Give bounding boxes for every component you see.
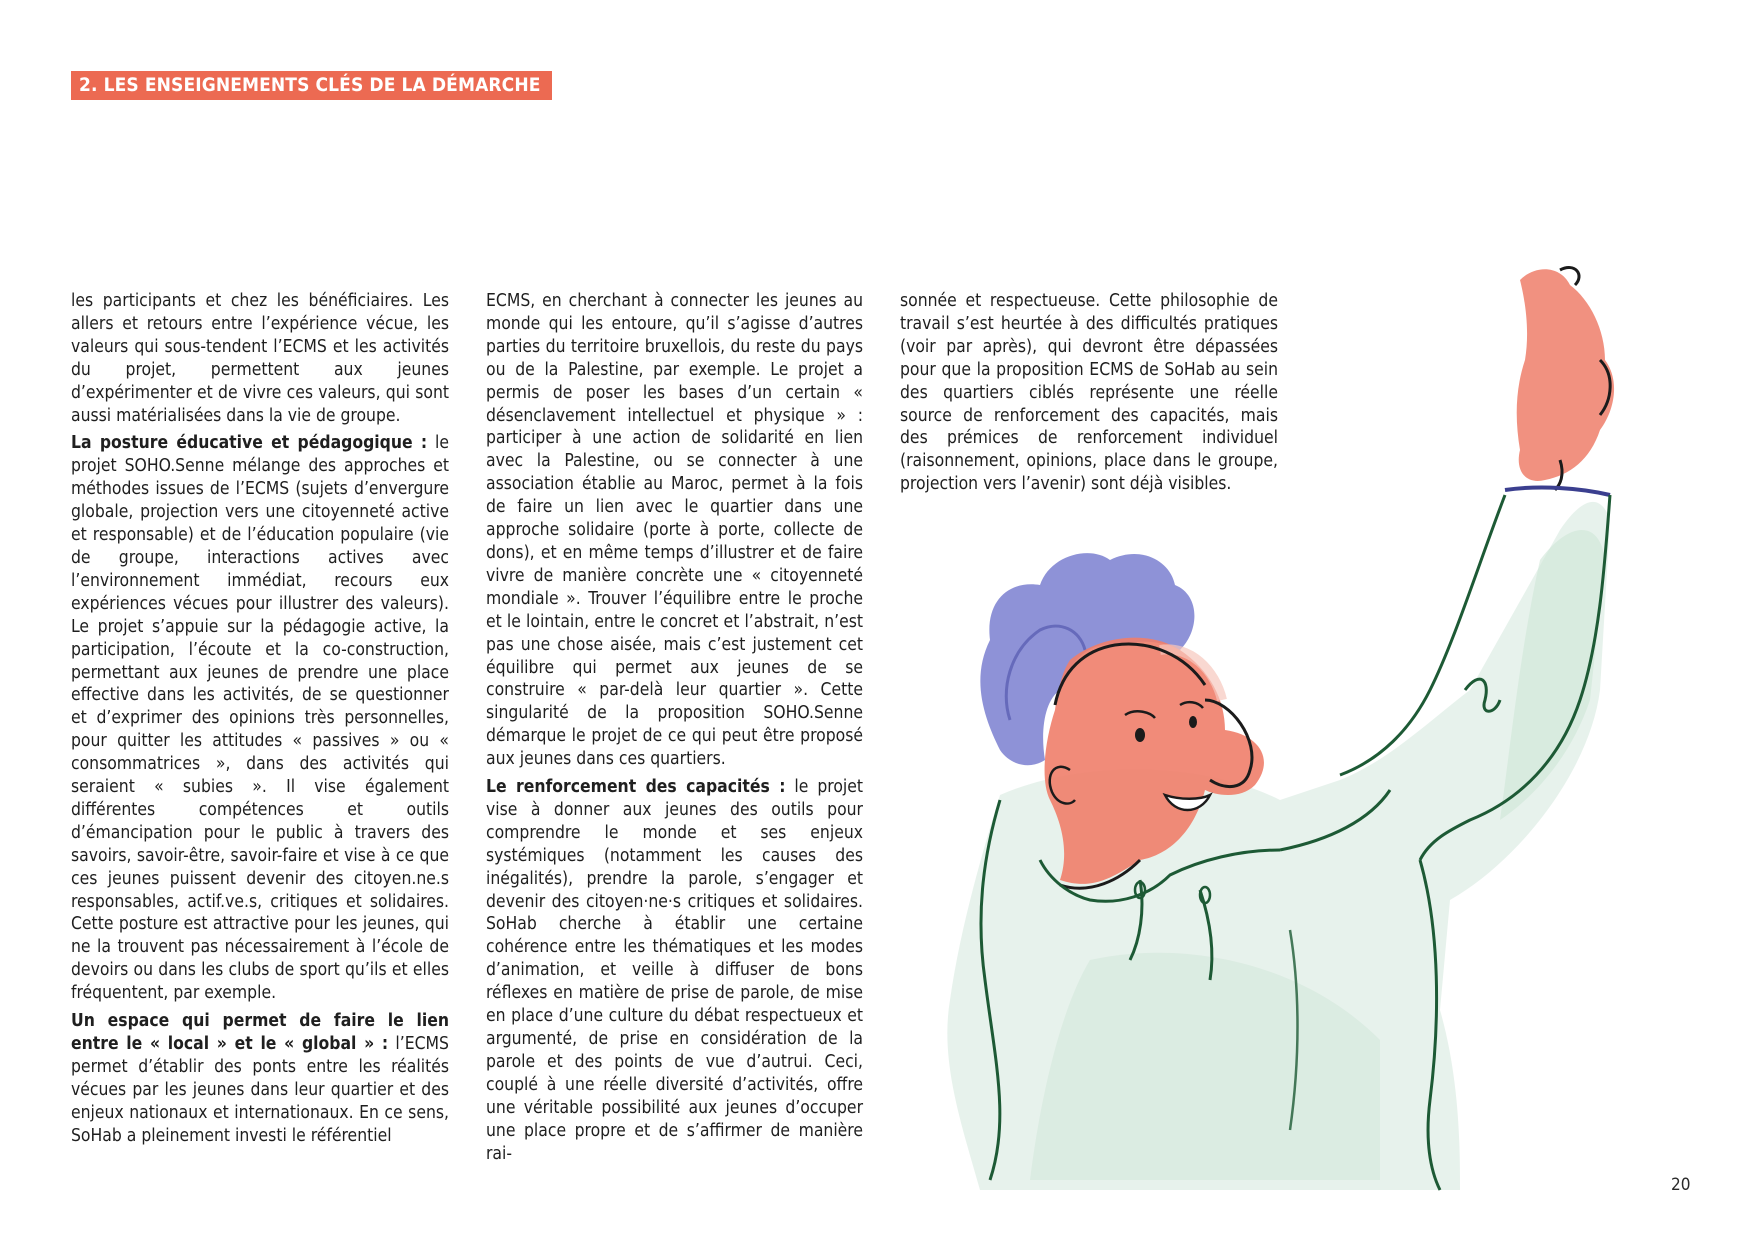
paragraph-lead: Un espace qui permet de faire le lien entre le « local » et le « global » : <box>71 1011 449 1054</box>
paragraph-lead: Le renforcement des capacités : <box>486 777 786 798</box>
paragraph: les participants et chez les bénéficiaires. Les allers et retours entre l’expérience vécue, les valeurs qui sous-tendent l’ECMS et les activités du projet, permettent aux jeunes d’expérimenter et de vivre ces valeurs, qui sont aussi matérialisées dans la vie de groupe. <box>71 291 449 426</box>
paragraph-body: le projet vise à donner aux jeunes des outils pour comprendre le monde et ses enjeux systémiques (notamment les causes des inégalités), prendre la parole, s’engager et devenir des citoyen·ne·s critiques et solidaires. SoHab cherche à établir une certaine cohérence entre les thématiques et les modes d’animation, et veille à diffuser de bons réflexes en matière de prise de parole, de mise en place d’une culture du débat respectueux et argumenté, de prise en considération de la parole et des points de vue d’autrui. Ceci, couplé à une réelle diversité d’activités, offre une véritable possibilité aux jeunes d’occuper une place propre et de s’affirmer de manière rai- <box>486 777 863 1164</box>
paragraph-lead: La posture éducative et pédagogique : <box>71 433 428 454</box>
paragraph-body: le projet SOHO.Senne mélange des approches et méthodes issues de l’ECMS (sujets d’envergure globale, projection vers une citoyenneté active et responsable) et de l’éducation populaire (vie de groupe, interactions actives avec l’environnement immédiat, recours eux expériences vécues pour illustrer des valeurs). Le projet s’appuie sur la pédagogie active, la participation, l’écoute et la co-construction, permettant aux jeunes de prendre une place effective dans les activités, de se questionner et d’exprimer des opinions très personnelles, pour quitter les attitudes « passives » ou « consommatrices », dans des activités qui seraient « subies ». Il vise également différentes compétences et outils d’émancipation pour le public à travers des savoirs, savoir-être, savoir-faire et vise à ce que ces jeunes puissent devenir des citoyen.ne.s responsables, actif.ve.s, critiques et solidaires. Cette posture est attractive pour les jeunes, qui ne la trouvent pas nécessairement à l’école de devoirs ou dans les clubs de sport qu’ils et elles fréquentent, par exemple. <box>71 433 449 1004</box>
paragraph <box>486 776 863 1165</box>
person-raising-hand-illustration <box>880 250 1680 1200</box>
text-column-2 <box>486 290 863 1170</box>
page-number: 20 <box>1671 1175 1691 1195</box>
paragraph-body: l’ECMS permet d’établir des ponts entre les réalités vécues par les jeunes dans leur quartier et des enjeux nationaux et internationaux. En ce sens, SoHab a pleinement investi le référentiel <box>71 1034 449 1146</box>
text-column-1 <box>71 290 449 1153</box>
paragraph <box>71 432 449 1005</box>
section-header: 2. LES ENSEIGNEMENTS CLÉS DE LA DÉMARCHE <box>71 71 552 100</box>
paragraph: ECMS, en cherchant à connecter les jeunes au monde qui les entoure, qu’il s’agisse d’autres parties du territoire bruxellois, du reste du pays ou de la Palestine, par exemple. Le projet a permis de poser les bases d’un certain « désenclavement intellectuel et physique » : participer à une action de solidarité en lien avec la Palestine, ou se connecter à une association établie au Maroc, permet à la fois de faire un lien avec le quartier dans une approche solidaire (porte à porte, collecte de dons), et en même temps d’illustrer et de faire vivre de manière concrète une « citoyenneté mondiale ». Trouver l’équilibre entre le proche et le lointain, entre le concret et l’abstrait, n’est pas une chose aisée, mais c’est justement cet équilibre qui permet aux jeunes de se construire « par-delà leur quartier ». Cette singularité de la proposition SOHO.Senne démarque le projet de ce qui peut être proposé aux jeunes dans ces quartiers. <box>486 291 863 770</box>
paragraph: sonnée et respectueuse. Cette philosophie de travail s’est heurtée à des difficultés pratiques (voir par après), qui devront être dépassées pour que la proposition ECMS de SoHab au sein des quartiers ciblés représente une réelle source de renforcement des capacités, mais des prémices de renforcement individuel (raisonnement, opinions, place dans le groupe, projection vers l’avenir) sont déjà visibles. <box>900 291 1278 495</box>
paragraph <box>71 1010 449 1147</box>
